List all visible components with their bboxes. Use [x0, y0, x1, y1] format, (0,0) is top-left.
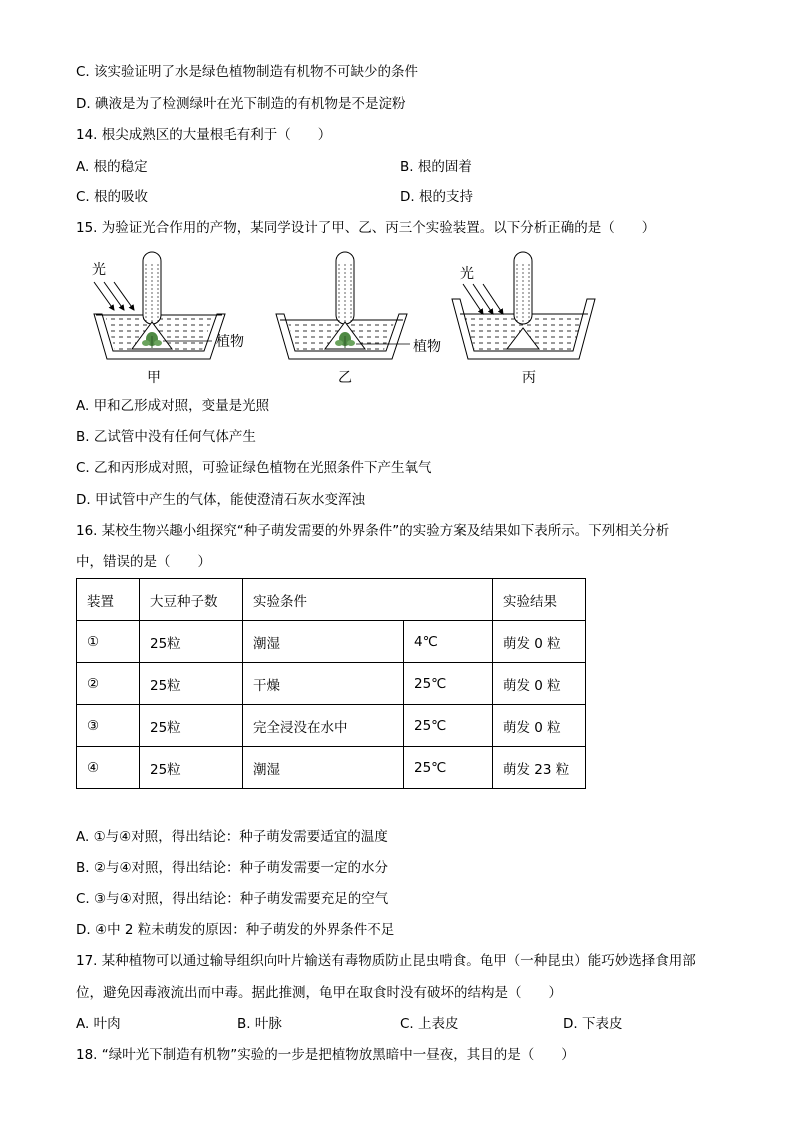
table-header-cell: 实验条件 — [243, 579, 493, 621]
q16-option-d: D. ④中 2 粒未萌发的原因：种子萌发的外界条件不足 — [76, 922, 395, 938]
q18-stem: 18. “绿叶光下制造有机物”实验的一步是把植物放黑暗中一昼夜，其目的是（ ） — [76, 1047, 575, 1063]
q17-stem-line2: 位，避免因毒液流出而中毒。据此推测，龟甲在取食时没有破坏的结构是（ ） — [76, 985, 562, 1001]
table-cell: ① — [77, 621, 140, 663]
q15-option-a: A. 甲和乙形成对照，变量是光照 — [76, 398, 270, 414]
table-row — [77, 663, 586, 705]
q15-experiment-figure — [70, 244, 610, 392]
table-header-cell: 大豆种子数 — [140, 579, 243, 621]
q16-experiment-table — [76, 578, 586, 789]
q15-option-b: B. 乙试管中没有任何气体产生 — [76, 429, 256, 445]
q17-option-d: D. 下表皮 — [563, 1016, 623, 1032]
apparatus-jia — [92, 252, 244, 386]
table-cell: 萌发 23 粒 — [493, 747, 586, 789]
table-cell: 25粒 — [140, 663, 243, 705]
q17-option-b: B. 叶脉 — [237, 1016, 282, 1032]
table-header-cell: 装置 — [77, 579, 140, 621]
plant-label-yi: 植物 — [413, 339, 441, 355]
q14-stem: 14. 根尖成熟区的大量根毛有利于（ ） — [76, 127, 332, 143]
light-label-jia: 光 — [92, 262, 106, 278]
apparatus-yi — [276, 252, 441, 386]
q15-stem: 15. 为验证光合作用的产物，某同学设计了甲、乙、丙三个实验装置。以下分析正确的是（ ） — [76, 220, 656, 236]
q16-option-a: A. ①与④对照，得出结论：种子萌发需要适宜的温度 — [76, 829, 388, 845]
q17-option-c: C. 上表皮 — [400, 1016, 459, 1032]
table-cell: 4℃ — [404, 621, 493, 663]
q13-option-c: C. 该实验证明了水是绿色植物制造有机物不可缺少的条件 — [76, 64, 419, 80]
table-cell: 潮湿 — [243, 747, 404, 789]
q14-option-a: A. 根的稳定 — [76, 159, 148, 175]
q16-stem-line1: 16. 某校生物兴趣小组探究“种子萌发需要的外界条件”的实验方案及结果如下表所示。下列相关分析 — [76, 523, 670, 539]
table-row — [77, 621, 586, 663]
table-cell: ③ — [77, 705, 140, 747]
table-cell: 25粒 — [140, 621, 243, 663]
q15-option-c: C. 乙和丙形成对照，可验证绿色植物在光照条件下产生氧气 — [76, 460, 432, 476]
caption-bing: 丙 — [522, 370, 536, 386]
table-header-row — [77, 579, 586, 621]
table-cell: 25℃ — [404, 747, 493, 789]
apparatus-bing — [452, 252, 595, 386]
table-cell: 萌发 0 粒 — [493, 705, 586, 747]
caption-jia: 甲 — [147, 370, 161, 386]
q16-stem-line2: 中，错误的是（ ） — [76, 554, 211, 570]
caption-yi: 乙 — [338, 370, 352, 386]
table-row — [77, 747, 586, 789]
q14-option-c: C. 根的吸收 — [76, 189, 149, 205]
table-cell: 25℃ — [404, 663, 493, 705]
table-cell: ② — [77, 663, 140, 705]
table-cell: 干燥 — [243, 663, 404, 705]
q16-option-c: C. ③与④对照，得出结论：种子萌发需要充足的空气 — [76, 891, 389, 907]
table-cell: 完全浸没在水中 — [243, 705, 404, 747]
q14-option-b: B. 根的固着 — [400, 159, 472, 175]
table-cell: 25℃ — [404, 705, 493, 747]
table-cell: 潮湿 — [243, 621, 404, 663]
table-cell: 萌发 0 粒 — [493, 663, 586, 705]
table-cell: 萌发 0 粒 — [493, 621, 586, 663]
table-cell: ④ — [77, 747, 140, 789]
plant-label-jia: 植物 — [216, 334, 244, 350]
table-row — [77, 705, 586, 747]
q15-option-d: D. 甲试管中产生的气体，能使澄清石灰水变浑浊 — [76, 492, 365, 508]
light-label-bing: 光 — [460, 266, 474, 282]
table-cell: 25粒 — [140, 705, 243, 747]
q14-option-d: D. 根的支持 — [400, 189, 473, 205]
q13-option-d: D. 碘液是为了检测绿叶在光下制造的有机物是不是淀粉 — [76, 96, 406, 112]
table-header-cell: 实验结果 — [493, 579, 586, 621]
q16-option-b: B. ②与④对照，得出结论：种子萌发需要一定的水分 — [76, 860, 389, 876]
table-cell: 25粒 — [140, 747, 243, 789]
q17-stem-line1: 17. 某种植物可以通过输导组织向叶片输送有毒物质防止昆虫啃食。龟甲（一种昆虫）能巧妙选择食用部 — [76, 953, 696, 969]
q17-option-a: A. 叶肉 — [76, 1016, 121, 1032]
